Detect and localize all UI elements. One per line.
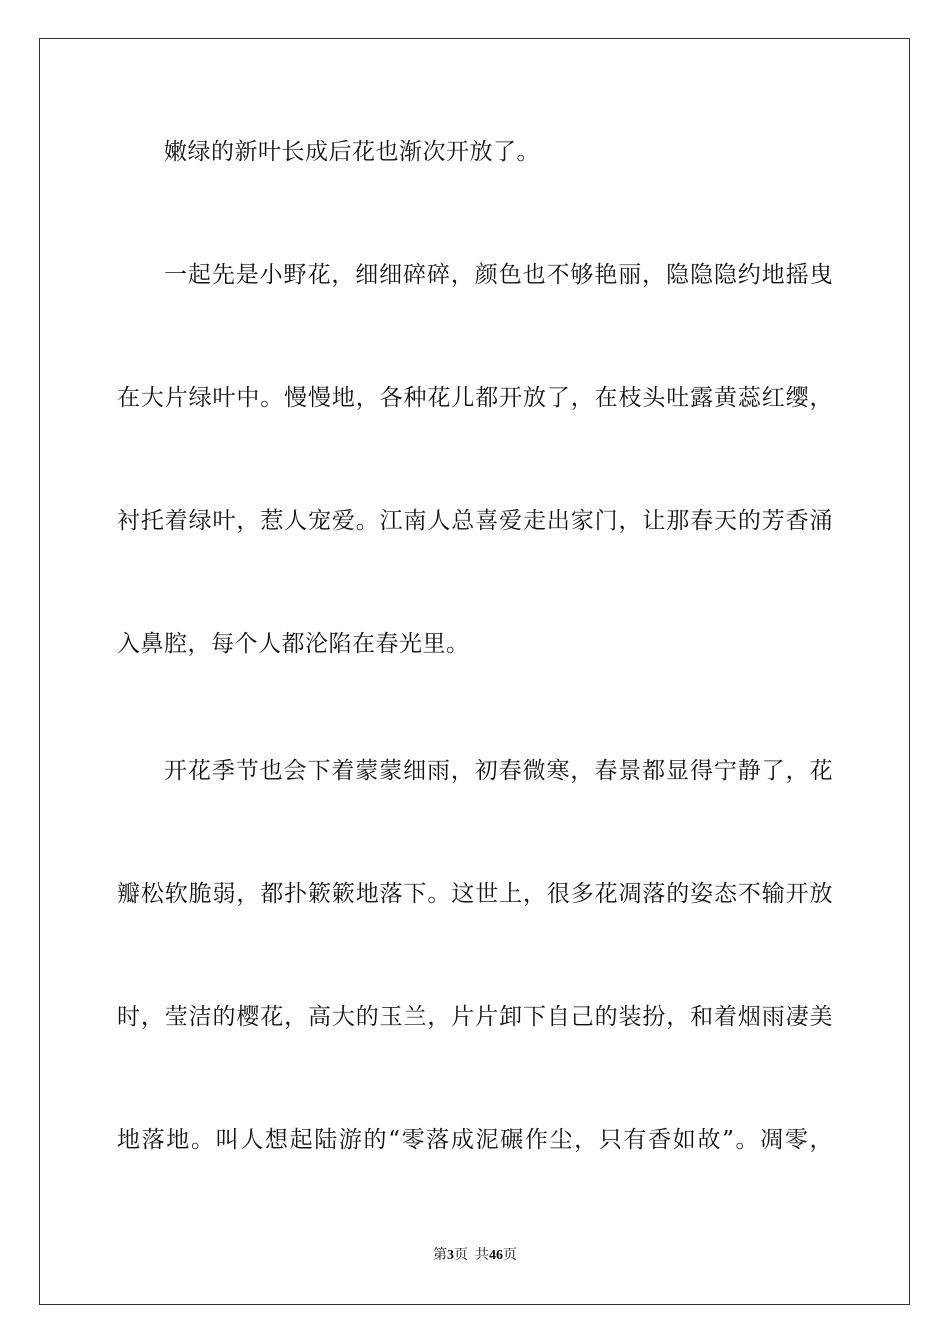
page-number-footer (0, 1246, 950, 1266)
paragraph-line: 嫩绿的新叶长成后花也渐次开放了。 (164, 139, 540, 165)
paragraph-line: 时，莹洁的樱花，高大的玉兰，片片卸下自己的装扮，和着烟雨凄美 (117, 1004, 833, 1030)
paragraph-line: 衬托着绿叶，惹人宠爱。江南人总喜爱走出家门，让那春天的芳香涌 (117, 508, 833, 534)
paragraph-line: 一起先是小野花，细细碎碎，颜色也不够艳丽，隐隐隐约地摇曳 (164, 262, 833, 288)
page-border (39, 38, 910, 1305)
page-suffix: 页 (503, 1248, 517, 1263)
current-page-number: 3 (447, 1248, 454, 1263)
total-page-number: 46 (489, 1248, 503, 1263)
paragraph-line: 入鼻腔，每个人都沦陷在春光里。 (117, 631, 470, 657)
paragraph-line: 在大片绿叶中。慢慢地，各种花儿都开放了，在枝头吐露黄蕊红缨， (117, 385, 833, 411)
paragraph-line: 开花季节也会下着蒙蒙细雨，初春微寒，春景都显得宁静了，花 (164, 758, 833, 784)
paragraph-line: 瓣松软脆弱，都扑簌簌地落下。这世上，很多花凋落的姿态不输开放 (117, 881, 833, 907)
page-mid: 页 共 (454, 1248, 489, 1263)
page-prefix: 第 (433, 1248, 447, 1263)
paragraph-line: 地落地。叫人想起陆游的“零落成泥碾作尘，只有香如故”。凋零， (117, 1127, 833, 1153)
